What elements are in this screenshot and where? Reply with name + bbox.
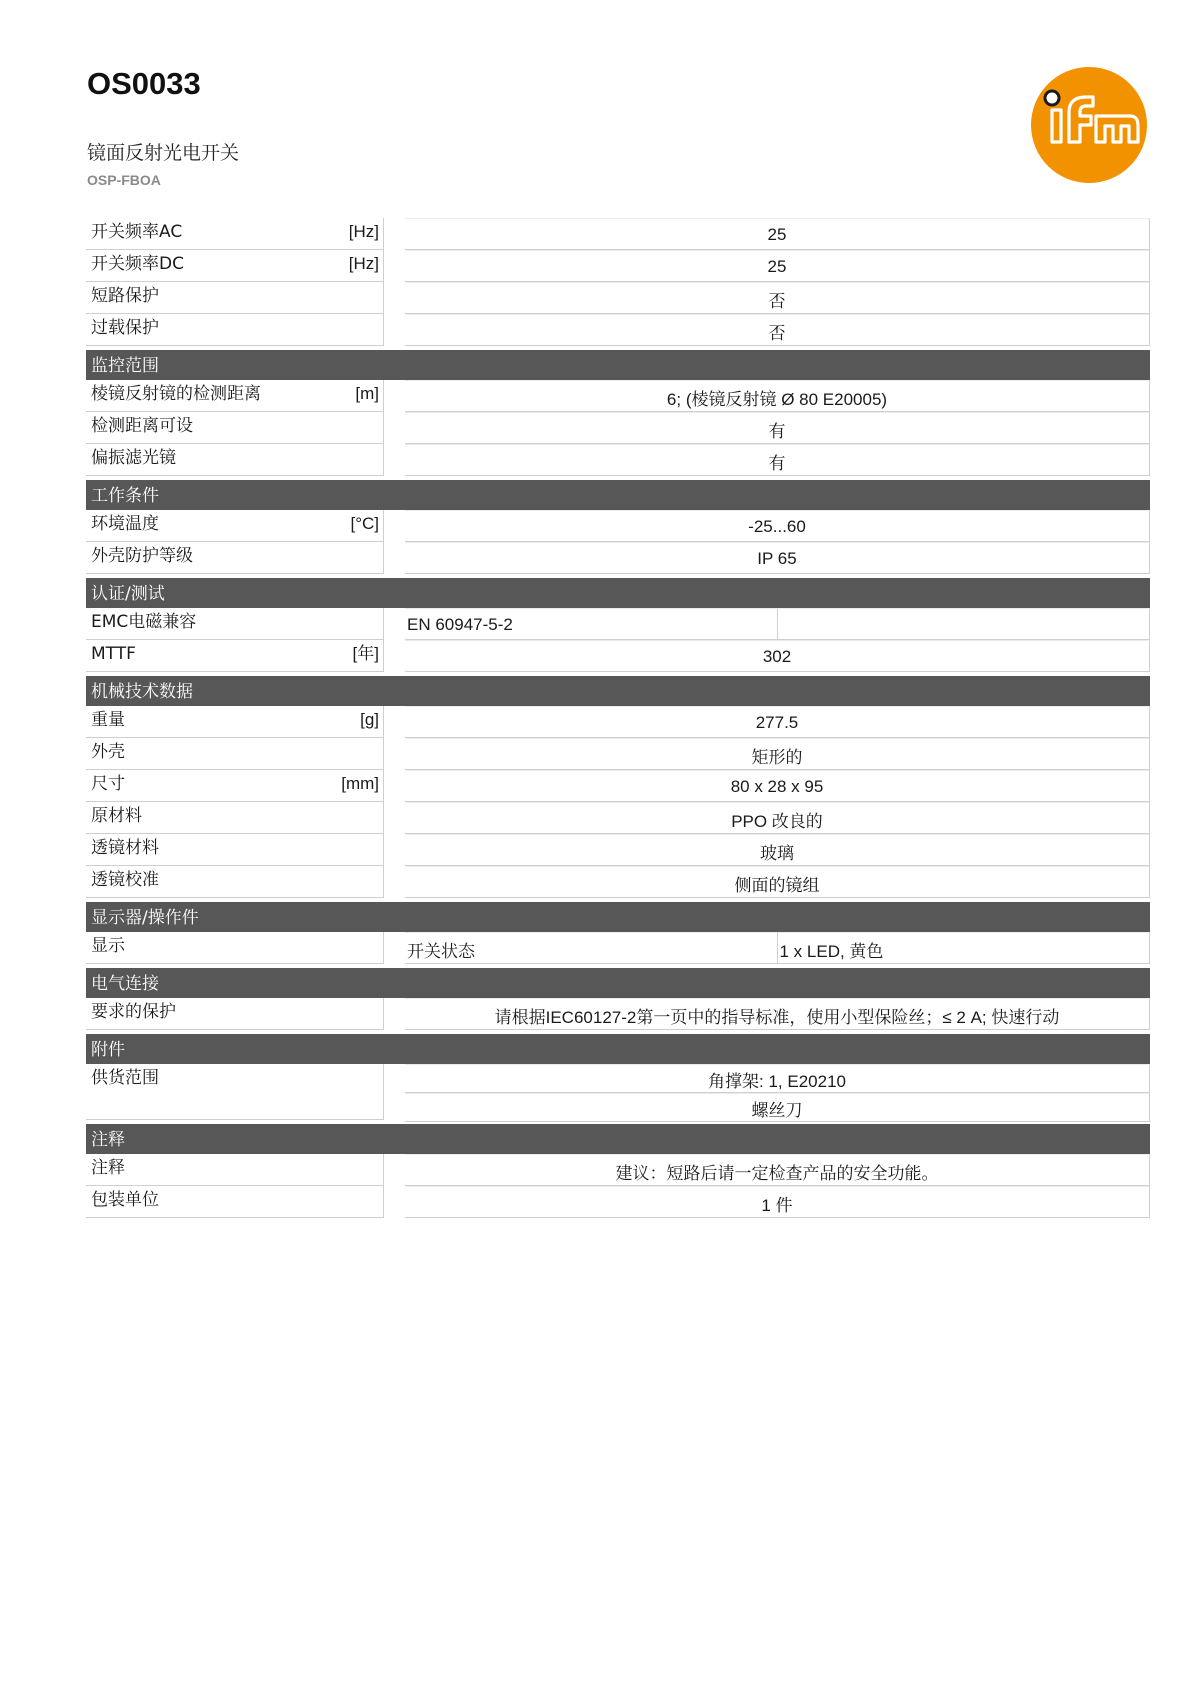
- spec-label: 透镜材料: [86, 834, 384, 866]
- spec-value: 螺丝刀: [405, 1093, 1150, 1122]
- spec-values: [405, 250, 1150, 282]
- spec-label: 短路保护: [86, 282, 384, 314]
- spec-values: [405, 932, 1150, 964]
- spec-value: 25: [405, 250, 1150, 282]
- section-header: 监控范围: [86, 350, 1150, 380]
- spec-value: 25: [405, 218, 1150, 250]
- spec-value: 玻璃: [405, 834, 1150, 866]
- spec-value: 1 件: [405, 1186, 1150, 1218]
- spec-row: [86, 542, 1150, 574]
- spacer: [384, 282, 405, 314]
- spec-label: 尺寸 [mm]: [86, 770, 384, 802]
- spec-label: 环境温度 [°C]: [86, 510, 384, 542]
- spec-unit: [m]: [355, 384, 379, 403]
- spec-row: [86, 444, 1150, 476]
- spacer: [384, 932, 405, 964]
- spec-unit: [mm]: [341, 774, 379, 793]
- spec-values: [405, 640, 1150, 672]
- spacer: [384, 608, 405, 640]
- product-code: OS0033: [87, 66, 201, 101]
- spec-row: [86, 770, 1150, 802]
- split-values: [405, 608, 1150, 640]
- spec-values: [405, 314, 1150, 346]
- spec-row: [86, 314, 1150, 346]
- spec-label: MTTF [年]: [86, 640, 384, 672]
- spacer: [384, 770, 405, 802]
- spec-row: [86, 866, 1150, 898]
- spec-label: 偏振滤光镜: [86, 444, 384, 476]
- spec-label: 外壳防护等级: [86, 542, 384, 574]
- spec-label: EMC电磁兼容: [86, 608, 384, 640]
- spec-label: 过载保护: [86, 314, 384, 346]
- spec-value: EN 60947-5-2: [405, 608, 778, 640]
- spec-values: [405, 866, 1150, 898]
- ifm-logo: [1030, 66, 1148, 184]
- spec-value: 1 x LED, 黄色: [778, 932, 1151, 964]
- spec-label: 原材料: [86, 802, 384, 834]
- spec-row: [86, 282, 1150, 314]
- spec-value: 否: [405, 314, 1150, 346]
- spec-label: 检测距离可设: [86, 412, 384, 444]
- spec-value: 有: [405, 412, 1150, 444]
- spec-value: 80 x 28 x 95: [405, 770, 1150, 802]
- spacer: [384, 866, 405, 898]
- product-type: 镜面反射光电开关: [87, 142, 240, 164]
- spec-label: 要求的保护: [86, 998, 384, 1030]
- document-header: [0, 0, 1196, 210]
- spec-value: 角撑架: 1, E20210: [405, 1064, 1150, 1093]
- spec-label: 透镜校准: [86, 866, 384, 898]
- spec-value: 有: [405, 444, 1150, 476]
- spec-values: [405, 510, 1150, 542]
- spec-value: 建议：短路后请一定检查产品的安全功能。: [405, 1154, 1150, 1186]
- spec-label: 包装单位: [86, 1186, 384, 1218]
- spec-values: [405, 282, 1150, 314]
- spec-row: [86, 380, 1150, 412]
- spec-unit: [年]: [352, 644, 379, 663]
- spec-row: [86, 250, 1150, 282]
- spec-label: 供货范围: [86, 1064, 384, 1120]
- spec-values: [405, 738, 1150, 770]
- spacer: [384, 834, 405, 866]
- spec-row: [86, 218, 1150, 250]
- spacer: [384, 380, 405, 412]
- spec-row: [86, 640, 1150, 672]
- section-header: 显示器/操作件: [86, 902, 1150, 932]
- spec-row: [86, 998, 1150, 1030]
- spec-row: [86, 608, 1150, 640]
- spacer: [384, 998, 405, 1030]
- spec-row: [86, 706, 1150, 738]
- spacer: [384, 1154, 405, 1186]
- spacer: [384, 1064, 405, 1120]
- spec-value: 302: [405, 640, 1150, 672]
- spec-label: 棱镜反射镜的检测距离 [m]: [86, 380, 384, 412]
- spacer: [384, 218, 405, 250]
- spec-value: 侧面的镜组: [405, 866, 1150, 898]
- spec-value: 矩形的: [405, 738, 1150, 770]
- spacer: [384, 802, 405, 834]
- spec-value: 否: [405, 282, 1150, 314]
- spec-row: [86, 738, 1150, 770]
- spec-values: [405, 802, 1150, 834]
- section-header: 机械技术数据: [86, 676, 1150, 706]
- spec-value: 6; (棱镜反射镜 Ø 80 E20005): [405, 380, 1150, 412]
- spec-values: [405, 542, 1150, 574]
- section-header: 附件: [86, 1034, 1150, 1064]
- spec-label: 开关频率AC [Hz]: [86, 218, 384, 250]
- spec-unit: [Hz]: [348, 254, 379, 273]
- split-values: [405, 932, 1150, 964]
- spec-row: [86, 412, 1150, 444]
- spacer: [384, 412, 405, 444]
- spec-value: 请根据IEC60127-2第一页中的指导标准，使用小型保险丝；≤ 2 A; 快速行动: [405, 998, 1150, 1030]
- spec-value: -25...60: [405, 510, 1150, 542]
- spec-row: [86, 834, 1150, 866]
- spec-row: [86, 1064, 1150, 1120]
- spec-value: IP 65: [405, 542, 1150, 574]
- article-name: OSP-FBOA: [87, 172, 161, 188]
- spec-values: [405, 1154, 1150, 1186]
- spacer: [384, 542, 405, 574]
- spacer: [384, 706, 405, 738]
- spec-values: [405, 608, 1150, 640]
- section-header: 注释: [86, 1124, 1150, 1154]
- spec-unit: [°C]: [350, 514, 379, 533]
- spec-unit: [Hz]: [348, 222, 379, 241]
- spacer: [384, 640, 405, 672]
- spec-value: 277.5: [405, 706, 1150, 738]
- spacer: [384, 314, 405, 346]
- spec-values: [405, 380, 1150, 412]
- spec-row: [86, 1186, 1150, 1218]
- spacer: [384, 1186, 405, 1218]
- spec-values: [405, 998, 1150, 1030]
- spec-label: 重量 [g]: [86, 706, 384, 738]
- spec-unit: [g]: [360, 710, 379, 729]
- spec-values: [405, 1064, 1150, 1120]
- spec-label: 外壳: [86, 738, 384, 770]
- spec-label: 显示: [86, 932, 384, 964]
- spec-table: [86, 218, 1150, 1218]
- spec-row: [86, 1154, 1150, 1186]
- spec-label: 开关频率DC [Hz]: [86, 250, 384, 282]
- spec-value: PPO 改良的: [405, 802, 1150, 834]
- spec-values: [405, 834, 1150, 866]
- spec-values: [405, 706, 1150, 738]
- section-header: 工作条件: [86, 480, 1150, 510]
- spec-row: [86, 932, 1150, 964]
- spec-values: [405, 218, 1150, 250]
- spacer: [384, 444, 405, 476]
- spec-label: 注释: [86, 1154, 384, 1186]
- spec-values: [405, 1186, 1150, 1218]
- section-header: 认证/测试: [86, 578, 1150, 608]
- spec-value: 开关状态: [405, 932, 778, 964]
- spec-values: [405, 770, 1150, 802]
- spec-values: [405, 444, 1150, 476]
- spacer: [384, 250, 405, 282]
- spec-row: [86, 802, 1150, 834]
- spec-row: [86, 510, 1150, 542]
- spec-values: [405, 412, 1150, 444]
- section-header: 电气连接: [86, 968, 1150, 998]
- spec-value: [778, 608, 1151, 640]
- spacer: [384, 510, 405, 542]
- spacer: [384, 738, 405, 770]
